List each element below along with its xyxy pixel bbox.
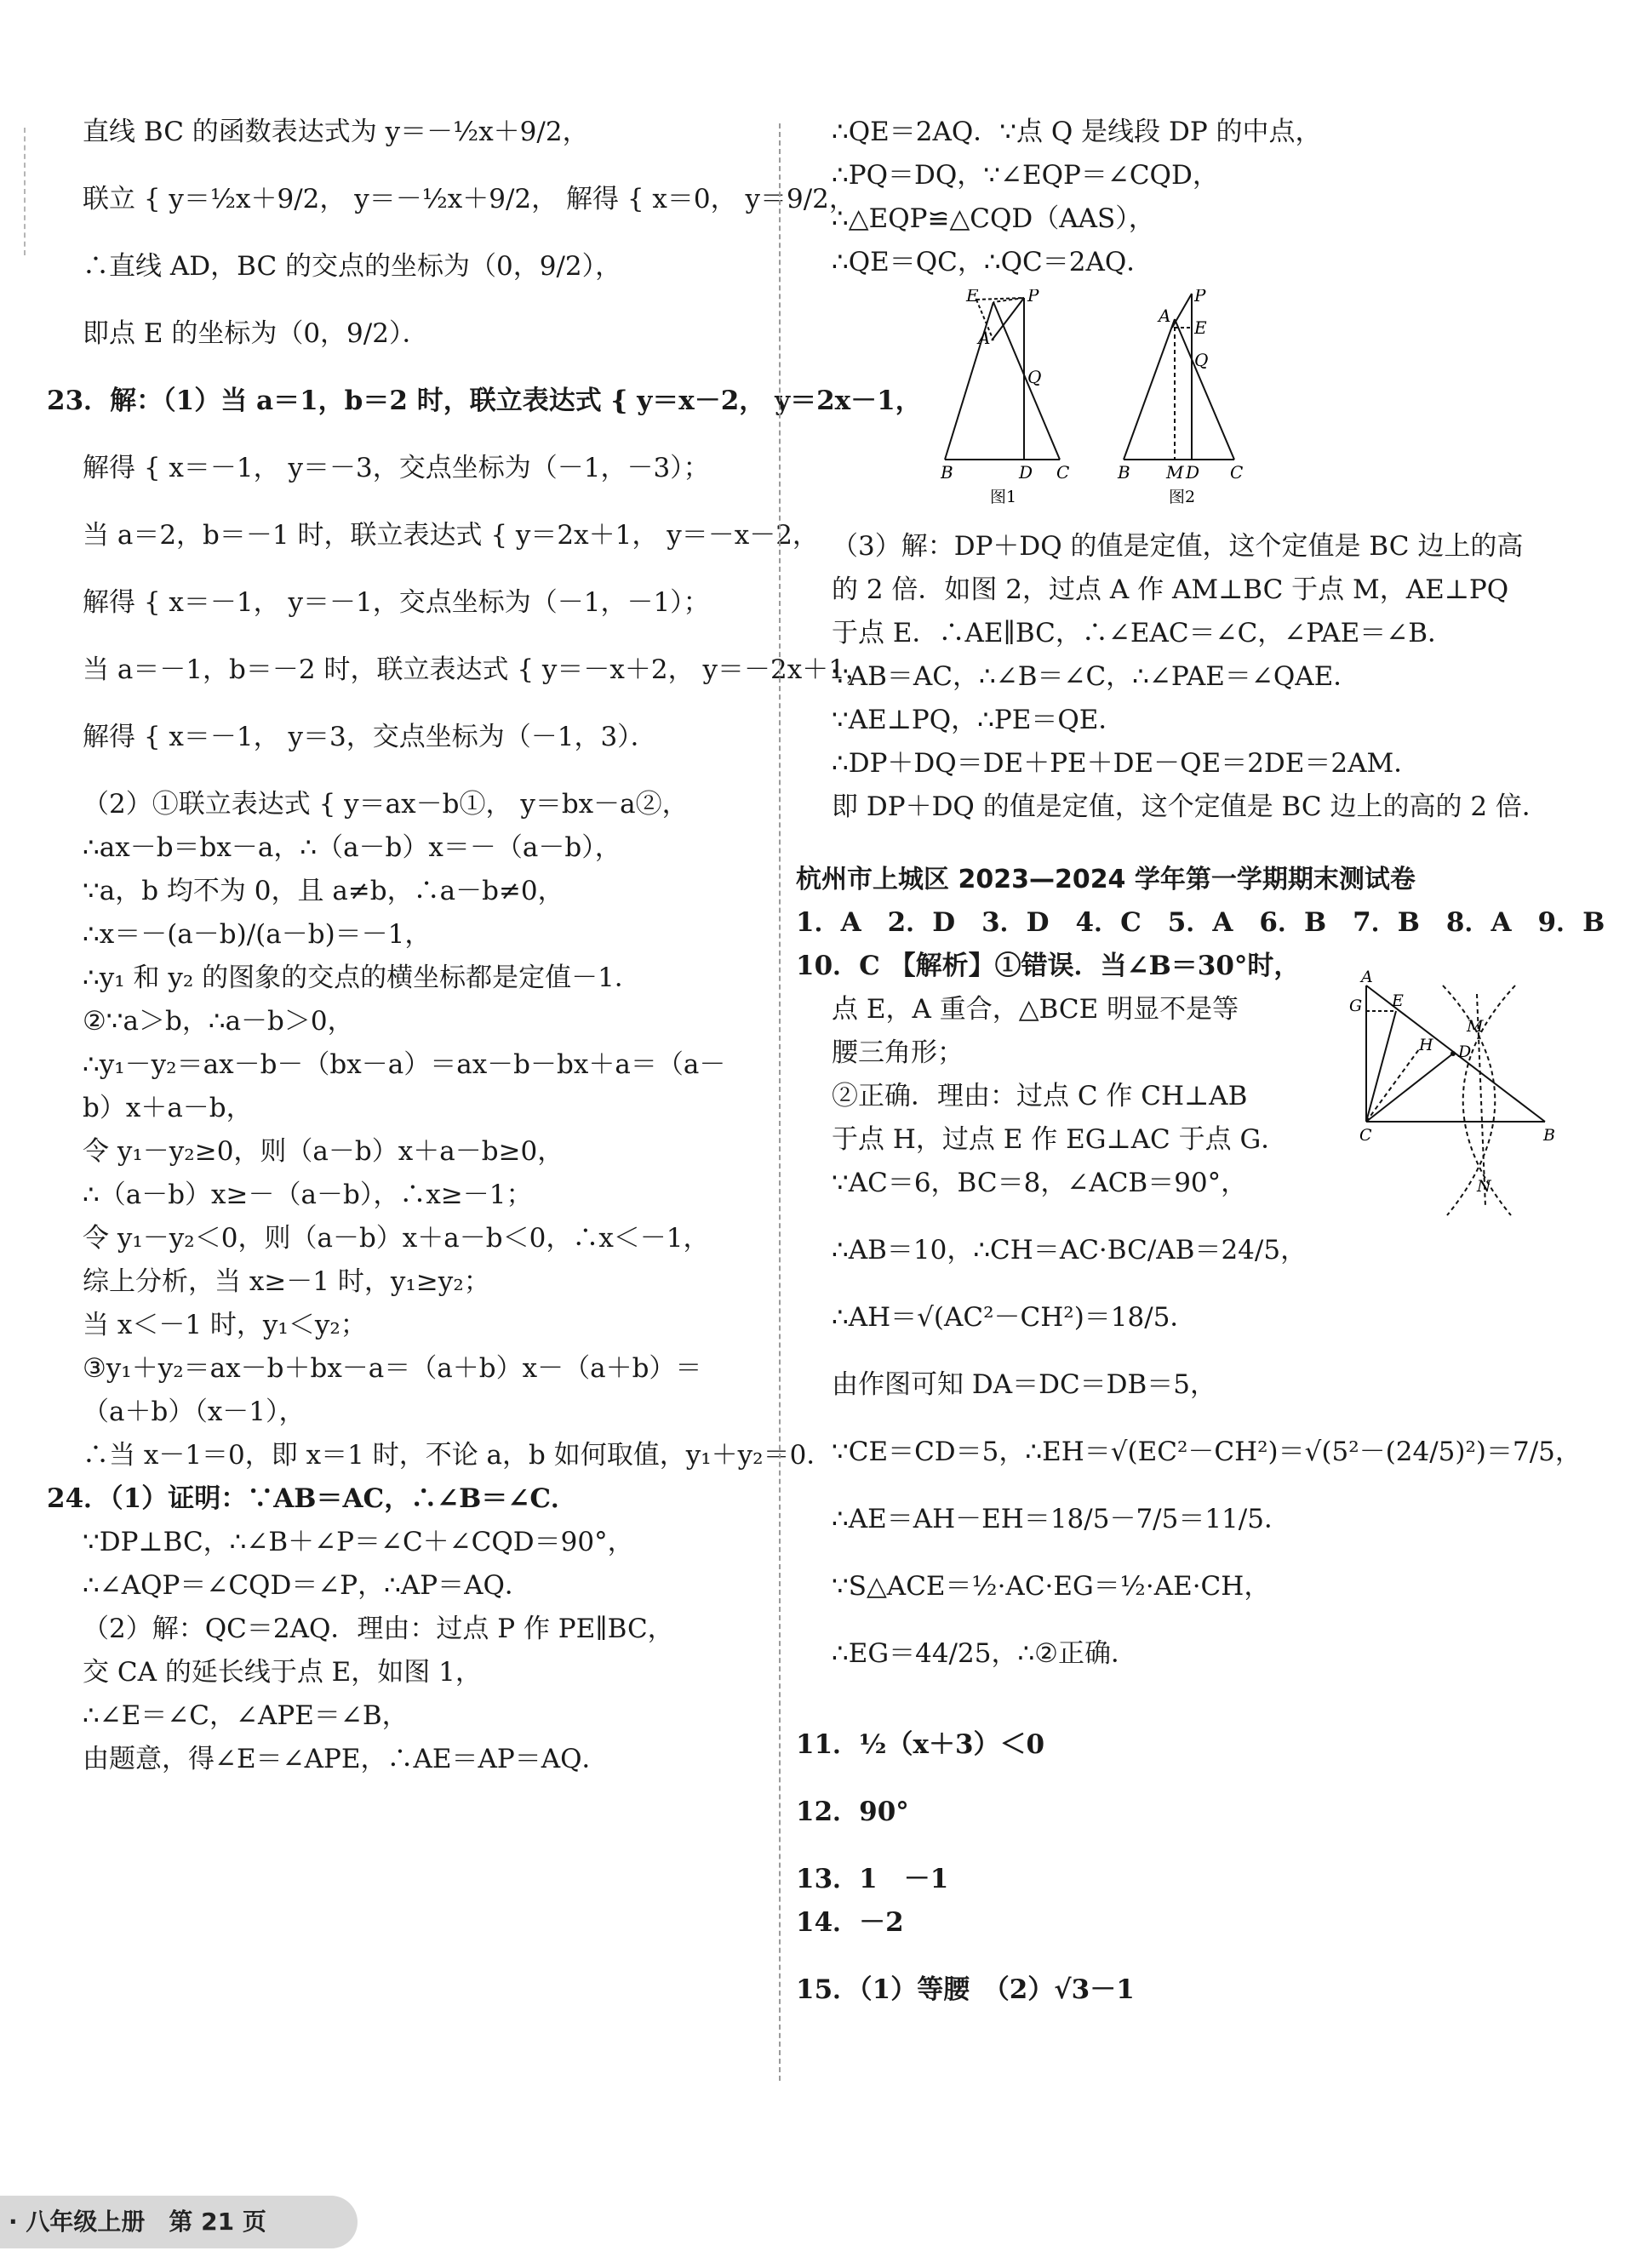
label-E2: E <box>1194 317 1207 338</box>
label-D: D <box>1458 1043 1472 1061</box>
label-B1: B <box>941 462 953 483</box>
answer-11: 11．½（x＋3）＜0 <box>796 1729 1045 1760</box>
text-line: 解得 { x＝－1， y＝3，交点坐标为（－1，3）． <box>83 722 657 752</box>
text-line: 的 2 倍．如图 2，过点 A 作 AM⊥BC 于点 M，AE⊥PQ <box>832 574 1509 605</box>
text-line: 点 E，A 重合，△BCE 明显不是等 <box>832 994 1239 1025</box>
answer-14: 14．－2 <box>796 1907 904 1938</box>
label-Q1: Q <box>1027 367 1042 387</box>
label-P2: P <box>1194 289 1206 306</box>
answer-15: 15．（1）等腰 （2）√3－1 <box>796 1974 1135 2005</box>
text-line: 解得 { x＝－1， y＝－1，交点坐标为（－1，－1）； <box>83 587 710 618</box>
text-line: 解得 { x＝－1， y＝－3，交点坐标为（－1，－3）； <box>83 453 710 483</box>
text-line: ∴直线 AD，BC 的交点的坐标为（0，9/2）， <box>83 251 622 282</box>
geometry-figure-q10 <box>1349 968 1562 1224</box>
label-A: A <box>1361 968 1373 986</box>
text-line: ∵a，b 均不为 0，且 a≠b，∴a－b≠0， <box>83 876 564 906</box>
text-line: ∴y₁ 和 y₂ 的图象的交点的横坐标都是定值－1． <box>83 963 641 993</box>
text-line: ③y₁＋y₂＝ax－b＋bx－a＝（a＋b）x－（a＋b）＝ <box>83 1353 702 1384</box>
text-line: ∴当 x－1＝0，即 x＝1 时，不论 a，b 如何取值，y₁＋y₂＝0． <box>83 1440 833 1471</box>
label-C2: C <box>1230 462 1244 483</box>
label-P1: P <box>1027 289 1039 306</box>
figure-1 <box>945 298 1060 460</box>
text-line: 即点 E 的坐标为（0，9/2）． <box>83 318 429 349</box>
text-line: ∴QE＝2AQ．∵点 Q 是线段 DP 的中点， <box>832 117 1322 147</box>
label-G: G <box>1349 997 1363 1015</box>
text-line: ∴PQ＝DQ，∵∠EQP＝∠CQD， <box>832 160 1219 191</box>
text-line: ∴△EQP≌△CQD（AAS）， <box>832 203 1155 234</box>
caption-fig1: 图1 <box>990 488 1017 506</box>
figure-q10 <box>1349 968 1562 1237</box>
page-footer: · 八年级上册 第 21 页 <box>0 2196 358 2248</box>
text-line: ∴∠E＝∠C，∠APE＝∠B， <box>83 1700 409 1731</box>
label-M2: M <box>1166 462 1184 483</box>
margin-mark <box>24 128 26 255</box>
text-line: 由作图可知 DA＝DC＝DB＝5， <box>832 1369 1217 1400</box>
text-line: ②正确．理由：过点 C 作 CH⊥AB <box>832 1081 1248 1111</box>
text-line: ∴（a－b）x≥－（a－b），∴x≥－1； <box>83 1180 533 1210</box>
label-C: C <box>1359 1126 1372 1145</box>
text-line: 腰三角形； <box>832 1037 964 1068</box>
text-line: （3）解：DP＋DQ 的值是定值，这个定值是 BC 边上的高 <box>832 531 1524 562</box>
label-H: H <box>1419 1036 1433 1054</box>
text-line: ∵DP⊥BC，∴∠B＋∠P＝∠C＋∠CQD＝90°， <box>83 1527 634 1557</box>
text-line: 由题意，得∠E＝∠APE，∴AE＝AP＝AQ． <box>83 1744 609 1774</box>
right-column <box>796 111 1605 2012</box>
text-line: 联立 { y＝½x＋9/2， y＝－½x＋9/2， 解得 { x＝0， y＝9/2， <box>83 184 855 214</box>
text-line: ∵AB＝AC，∴∠B＝∠C，∴∠PAE＝∠QAE． <box>832 661 1360 692</box>
text-line: ∴QE＝QC，∴QC＝2AQ． <box>832 247 1153 277</box>
text-line: 于点 H，过点 E 作 EG⊥AC 于点 G． <box>832 1124 1288 1155</box>
column-divider <box>779 123 781 2081</box>
text-line: 即 DP＋DQ 的值是定值，这个定值是 BC 边上的高的 2 倍． <box>832 791 1548 822</box>
text-line: ∴DP＋DQ＝DE＋PE＋DE－QE＝2DE＝2AM． <box>832 748 1421 779</box>
text-line: ∴y₁－y₂＝ax－b－（bx－a）＝ax－b－bx＋a＝（a－ <box>83 1049 726 1080</box>
label-D1: D <box>1019 462 1033 483</box>
text-line: 当 x＜－1 时，y₁＜y₂； <box>83 1310 367 1340</box>
point-D <box>1450 1051 1456 1056</box>
text-line: ∴EG＝44/25，∴②正确． <box>832 1638 1137 1669</box>
figures-1-2 <box>941 289 1562 520</box>
text-line: 令 y₁－y₂＜0，则（a－b）x＋a－b＜0，∴x＜－1， <box>83 1223 710 1254</box>
text-line: ∵S△ACE＝½·AC·EG＝½·AE·CH， <box>832 1571 1271 1602</box>
text-line: b）x＋a－b， <box>83 1093 253 1123</box>
text-line: ∴AH＝√(AC²－CH²)＝18/5． <box>832 1302 1197 1333</box>
label-E: E <box>1392 991 1404 1010</box>
label-C1: C <box>1056 462 1070 483</box>
text-line: 当 a＝2，b＝－1 时，联立表达式 { y＝2x＋1， y＝－x－2， <box>83 520 819 551</box>
question-10: 10．C 【解析】①错误．当∠B＝30°时， <box>796 951 1301 981</box>
text-line: ∴x＝－(a－b)/(a－b)＝－1， <box>83 919 432 950</box>
question-23: 23．解：（1）当 a＝1，b＝2 时，联立表达式 { y＝x－2， y＝2x－1， <box>47 386 922 416</box>
label-A1: A <box>978 328 991 348</box>
text-line: ∴AB＝10，∴CH＝AC·BC/AB＝24/5， <box>832 1235 1307 1265</box>
label-B: B <box>1543 1126 1555 1145</box>
label-N: N <box>1477 1177 1491 1196</box>
label-Q2: Q <box>1194 350 1209 370</box>
answers-1-9: 1．A 2．D 3．D 4．C 5．A 6．B 7．B 8．A 9．B <box>796 907 1605 938</box>
label-D2: D <box>1186 462 1200 483</box>
label-A2: A <box>1159 306 1171 326</box>
text-line: ②∵a＞b，∴a－b＞0， <box>83 1006 354 1037</box>
label-E1: E <box>966 289 979 306</box>
label-B2: B <box>1118 462 1130 483</box>
text-line: （2）解：QC＝2AQ．理由：过点 P 作 PE∥BC， <box>83 1614 674 1644</box>
text-line: 综上分析，当 x≥－1 时，y₁≥y₂； <box>83 1266 490 1297</box>
text-line: ∵AE⊥PQ，∴PE＝QE． <box>832 705 1125 735</box>
answer-13: 13．1 －1 <box>796 1864 949 1894</box>
text-line: 交 CA 的延长线于点 E，如图 1， <box>83 1657 482 1688</box>
answer-12: 12．90° <box>796 1797 909 1827</box>
text-line: ∴∠AQP＝∠CQD＝∠P，∴AP＝AQ． <box>83 1570 531 1601</box>
text-line: ∵AC＝6，BC＝8，∠ACB＝90°， <box>832 1168 1248 1198</box>
question-24: 24．（1）证明：∵AB＝AC，∴∠B＝∠C． <box>47 1483 578 1514</box>
figure-2 <box>1124 294 1234 460</box>
section-title: 杭州市上城区 2023—2024 学年第一学期期末测试卷 <box>796 865 1416 894</box>
text-line: ∴AE＝AH－EH＝18/5－7/5＝11/5． <box>832 1504 1290 1534</box>
caption-fig2: 图2 <box>1169 488 1196 506</box>
text-line: 当 a＝－1，b＝－2 时，联立表达式 { y＝－x＋2， y＝－2x＋1， <box>83 654 872 685</box>
label-M: M <box>1467 1017 1484 1036</box>
text-line: ∵CE＝CD＝5，∴EH＝√(EC²－CH²)＝√(5²－(24/5)²)＝7/5， <box>832 1437 1582 1467</box>
text-line: ∴ax－b＝bx－a，∴（a－b）x＝－（a－b）， <box>83 832 621 863</box>
text-line: 于点 E．∴AE∥BC，∴∠EAC＝∠C，∠PAE＝∠B． <box>832 618 1455 648</box>
text-line: （2）①联立表达式 { y＝ax－b①， y＝bx－a②， <box>83 789 689 820</box>
geometry-figures <box>941 289 1307 506</box>
text-line: （a＋b）（x－1）， <box>83 1397 306 1427</box>
text-line: 直线 BC 的函数表达式为 y＝－½x＋9/2， <box>83 117 589 147</box>
text-line: 令 y₁－y₂≥0，则（a－b）x＋a－b≥0， <box>83 1136 564 1167</box>
